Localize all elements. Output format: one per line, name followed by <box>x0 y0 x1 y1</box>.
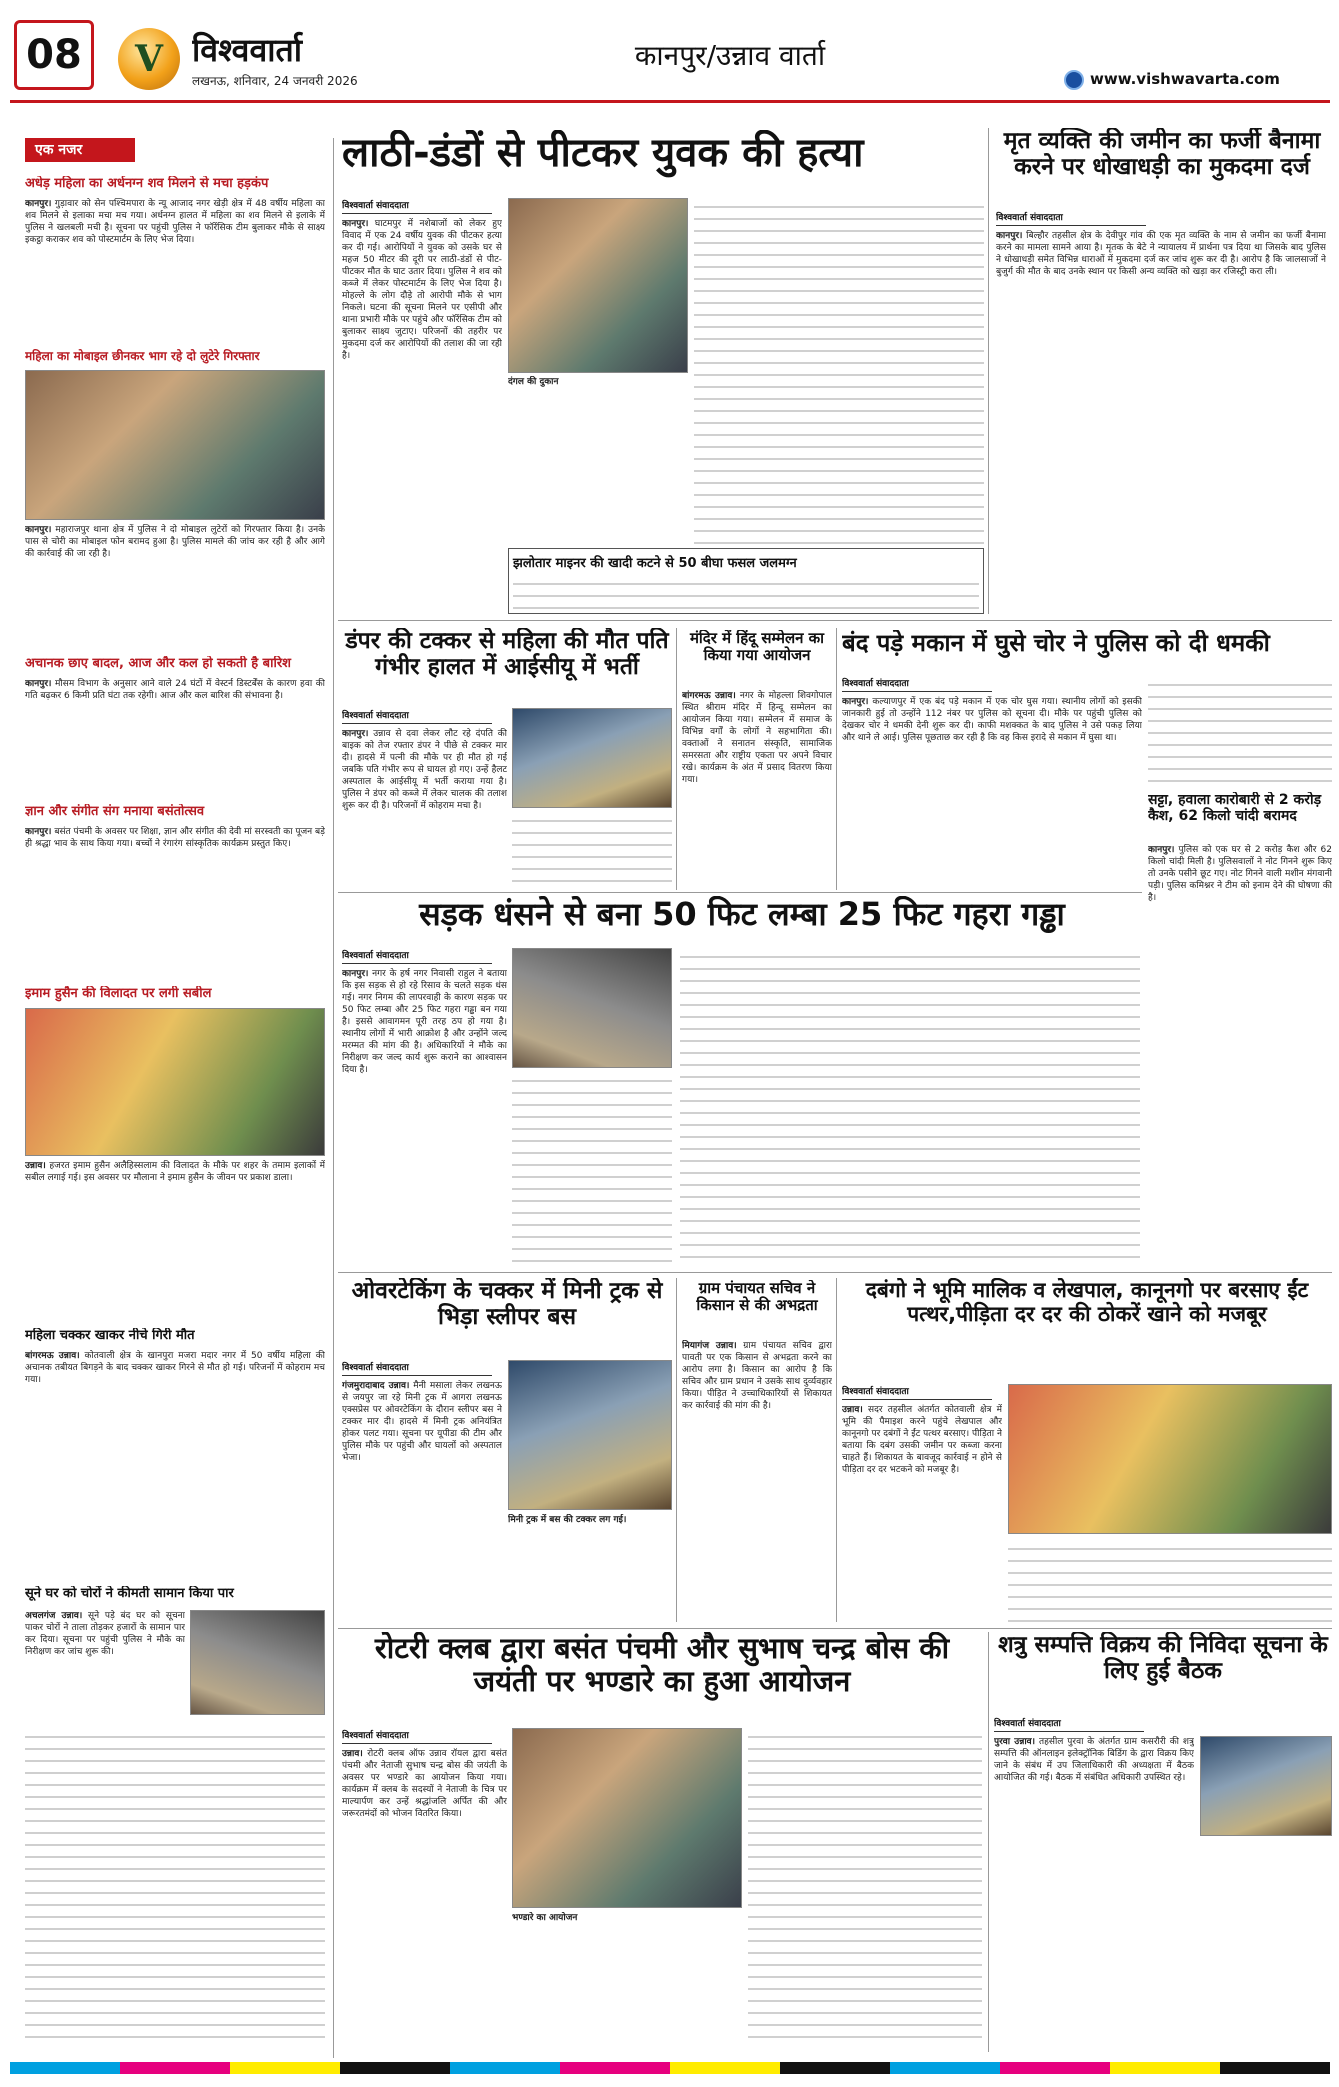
bainama-body: कानपुर। बिल्हौर तहसील क्षेत्र के देवीपुर गांव की एक मृत व्यक्ति के नाम से जमीन का फर्जी बैनामा करने का मामला सामने आया है। मृतक के बेटे ने न्यायालय में प्रार्थना पत्र दिया था जिसके बाद पुलिस ने धोखाधड़ी समेत विभिन्न धाराओं में मुकदमा दर्ज कर जांच शुरू कर दी है। आरोप है कि जालसाजों ने बुजुर्ग की मौत के बाद उनके स्थान पर किसी अन्य व्यक्ति को खड़ा कर रजिस्ट्री करा ली। <box>996 231 1326 277</box>
page-number: 08 <box>26 32 82 78</box>
lathi-boxed-news <box>508 548 984 614</box>
sidebar-headline-3: ज्ञान और संगीत संग मनाया बसंतोत्सव <box>25 804 205 819</box>
mandir-body: बांगरमऊ उन्नाव। नगर के मोहल्ला शिवगोपाल स्थित श्रीराम मंदिर में हिन्दू सम्मेलन का आयोजन किया गया। सम्मेलन में समाज के विभिन्न वर्गों के लोगों ने सहभागिता की। वक्ताओं ने सनातन संस्कृति, सामाजिक समरसता और राष्ट्रीय एकता पर अपने विचार रखे। कार्यक्रम के अंत में प्रसाद वितरण किया गया। <box>682 691 832 785</box>
dabang-body: उन्नाव। सदर तहसील अंतर्गत कोतवाली क्षेत्र में भूमि की पैमाइश करने पहुंचे लेखपाल और कानूनगो पर दबंगों ने ईंट पत्थर बरसाए। पीड़िता ने बताया कि दबंग उसकी जमीन पर कब्जा करना चाहते हैं। शिकायत के बावजूद कार्रवाई न होने से पीड़िता दर दर भटकने को मजबूर है। <box>842 1405 1002 1475</box>
chor-body-2 <box>1148 676 1332 786</box>
sachiv-divider-r <box>836 1278 837 1622</box>
website-link[interactable]: www.vishwavarta.com <box>1090 70 1280 88</box>
logo-letter: V <box>135 38 163 80</box>
sidebar-photo-6 <box>190 1610 325 1715</box>
dabang-byline: विश्ववार्ता संवाददाता <box>842 1384 992 1400</box>
shatru-photo <box>1200 1736 1332 1836</box>
lathi-boxed-filler <box>513 575 979 614</box>
shatru-headline: शत्रु सम्पत्ति विक्रय की निविदा सूचना के लिए हुई बैठक <box>998 1632 1328 1685</box>
paper-name: विश्ववार्ता <box>192 31 303 68</box>
lathi-photo <box>508 198 688 373</box>
sidebar-body-3: कानपुर। बसंत पंचमी के अवसर पर शिक्षा, ज्ञान और संगीत की देवी मां सरस्वती का पूजन बड़े ही श्रद्धा भाव के साथ किया गया। बच्चों ने रंगारंग सांस्कृतिक कार्यक्रम प्रस्तुत किए। <box>25 827 325 849</box>
gaddha-photo <box>512 948 672 1068</box>
bainama-headline: मृत व्यक्ति की जमीन का फर्जी बैनामा करने पर धोखाधड़ी का मुकदमा दर्ज <box>1003 128 1321 181</box>
mandir-divider-r <box>836 628 837 890</box>
globe-icon <box>1064 70 1084 90</box>
rotary-body: उन्नाव। रोटरी क्लब ऑफ उन्नाव रॉयल द्वारा बसंत पंचमी और नेताजी सुभाष चन्द्र बोस की जयंती के अवसर पर भण्डारे का आयोजन किया गया। कार्यक्रम में क्लब के सदस्यों ने नेताजी के चित्र पर माल्यार्पण कर उन्हें श्रद्धांजलि अर्पित की और जरूरतमंदों को भोजन वितरित किया। <box>342 1749 507 1819</box>
masthead <box>0 0 1339 110</box>
sidebar-body-1: कानपुर। महाराजपुर थाना क्षेत्र में पुलिस ने दो मोबाइल लुटेरों को गिरफ्तार किया है। उनके पास से चोरी का मोबाइल फोन बरामद हुआ है। पुलिस मामले की जांच कर रही है और आगे की कार्रवाई की जा रही है। <box>25 525 325 559</box>
sidebar-divider <box>333 138 334 2058</box>
reg-swatch <box>230 2062 340 2074</box>
sidebar-headline-2: अचानक छाए बादल, आज और कल हो सकती है बारिश <box>25 656 291 671</box>
mandir-divider-l <box>676 628 677 890</box>
sidebar-photo-1 <box>25 370 325 520</box>
reg-swatch <box>450 2062 560 2074</box>
sidebar-filler <box>25 1728 325 2048</box>
overtaking-caption: मिनी ट्रक में बस की टक्कर लग गई। <box>508 1515 627 1525</box>
chor-body: कानपुर। कल्याणपुर में एक बंद पड़े मकान में एक चोर घुस गया। स्थानीय लोगों को इसकी जानकारी हुई तो उन्होंने 112 नंबर पर पुलिस को सूचना दी। मौके पर पहुंची पुलिस को देखकर चोर ने धमकी देनी शुरू कर दी। काफी मशक्कत के बाद पुलिस ने उसे पकड़ लिया और थाने ले आई। पुलिस पूछताछ कर रही है कि वह किस इरादे से मकान में घुसा था। <box>842 697 1142 743</box>
gaddha-body: कानपुर। नगर के हर्ष नगर निवासी राहुल ने बताया कि इस सड़क से हो रहे रिसाव के चलते सड़क धंस गई। नगर निगम की लापरवाही के कारण सड़क पर 50 फिट लम्बा और 25 फिट गहरा गड्ढा बन गया है। इससे आवागमन पूरी तरह ठप हो गया है। स्थानीय लोगों में भारी आक्रोश है और उन्होंने जल्द मरम्मत की मांग की है। अधिकारियों ने मौके का निरीक्षण कर जल्द कार्य शुरू कराने का आश्वासन दिया है। <box>342 969 507 1075</box>
color-registration-bar <box>10 2062 1330 2074</box>
reg-swatch <box>340 2062 450 2074</box>
chor-headline: बंद पड़े मकान में घुसे चोर ने पुलिस को दी धमकी <box>842 630 1270 657</box>
lathi-byline: विश्ववार्ता संवाददाता <box>342 198 492 214</box>
lathi-caption: दंगल की दुकान <box>508 377 559 387</box>
satta-body: कानपुर। पुलिस को एक घर से 2 करोड़ कैश और 62 किलो चांदी मिली है। पुलिसवालों ने नोट गिनने शुरू किए तो उनके पसीने छूट गए। नोट गिनने वाली मशीन मंगवानी पड़ी। पुलिस कमिश्नर ने टीम को इनाम देने की घोषणा की है। <box>1148 845 1332 903</box>
overtaking-photo <box>508 1360 672 1510</box>
sachiv-body: मियागंज उन्नाव। ग्राम पंचायत सचिव द्वारा पावती पर एक किसान से अभद्रता करने का आरोप लगा है। किसान का आरोप है कि सचिव और ग्राम प्रधान ने उसके साथ दुर्व्यवहार किया। पीड़ित ने उच्चाधिकारियों से शिकायत कर कार्रवाई की मांग की है। <box>682 1341 832 1411</box>
lathi-body-2 <box>694 198 984 548</box>
sidebar-body-4: उन्नाव। हजरत इमाम हुसैन अलैहिस्सलाम की विलादत के मौके पर शहर के तमाम इलाकों में सबील लगाई गई। इस अवसर पर मौलाना ने इमाम हुसैन के जीवन पर प्रकाश डाला। <box>25 1161 325 1183</box>
reg-swatch <box>670 2062 780 2074</box>
row3-divider <box>338 1272 1332 1273</box>
lathi-body: कानपुर। घाटमपुर में नशेबाजों को लेकर हुए विवाद में एक 24 वर्षीय युवक की पीटकर हत्या कर दी गई। आरोपियों ने युवक को उसके घर से महज 50 मीटर की दूरी पर लाठी-डंडों से पीट-पीटकर मौत के घाट उतार दिया। पुलिस ने शव को कब्जे में लेकर पोस्टमार्टम के लिए भेज दिया है। मोहल्ले के लोग दौड़े तो आरोपी मौके से भाग निकले। घटना की सूचना मिलने पर एसीपी और थाना प्रभारी मौके पर पहुंचे और फॉरेंसिक टीम को बुलाकर साक्ष्य जुटाए। परिजनों की तहरीर पर मुकदमा दर्ज कर आरोपियों की तलाश की जा रही है। <box>342 219 502 361</box>
rotary-caption: भण्डारे का आयोजन <box>512 1913 578 1923</box>
reg-swatch <box>780 2062 890 2074</box>
sidebar-headline-0: अधेड़ महिला का अर्धनग्न शव मिलने से मचा हड़कंप <box>25 176 269 191</box>
overtaking-byline: विश्ववार्ता संवाददाता <box>342 1360 492 1376</box>
sidebar-body-6: अचलगंज उन्नाव। सूने पड़े बंद घर को सूचना पाकर चोरों ने ताला तोड़कर हजारों के सामान पार कर दिया। सूचना पर पहुंची पुलिस ने मौके का निरीक्षण कर जांच शुरू की। <box>25 1611 185 1657</box>
lathi-headline: लाठी-डंडों से पीटकर युवक की हत्या <box>342 130 864 176</box>
dumper-body-2 <box>512 812 672 888</box>
sidebar-photo-4 <box>25 1008 325 1156</box>
sidebar-label: एक नजर <box>25 138 135 162</box>
gaddha-body-2 <box>680 948 1140 1268</box>
reg-swatch <box>120 2062 230 2074</box>
satta-headline: सट्टा, हवाला कारोबारी से 2 करोड़ कैश, 62 किलो चांदी बरामद <box>1148 792 1322 825</box>
sidebar-body-5: बांगरमऊ उन्नाव। कोतवाली क्षेत्र के खानपुरा मजरा मदार नगर में 50 वर्षीय महिला की अचानक तबीयत बिगड़ने के बाद चक्कर खाकर गिरने से मौत हो गई। परिजनों में कोहराम मच गया। <box>25 1351 325 1385</box>
sachiv-headline: ग्राम पंचायत सचिव ने किसान से की अभद्रता <box>696 1280 818 1315</box>
gaddha-byline: विश्ववार्ता संवाददाता <box>342 948 492 964</box>
reg-swatch <box>1110 2062 1220 2074</box>
edition-line: लखनऊ, शनिवार, 24 जनवरी 2026 <box>192 74 358 88</box>
sidebar-headline-1: महिला का मोबाइल छीनकर भाग रहे दो लुटेरे गिरफ्तार <box>25 349 260 363</box>
bainama-divider <box>988 128 989 614</box>
section-title: कानपुर/उन्नाव वार्ता <box>634 39 826 72</box>
overtaking-body: गंजमुरादाबाद उन्नाव। मैनी मसाला लेकर लखनऊ से जयपुर जा रहे मिनी ट्रक में आगरा लखनऊ एक्सप्रेस पर ओवरटेकिंग के दौरान स्लीपर बस ने टक्कर मार दी। हादसे में मिनी ट्रक अनियंत्रित होकर पलट गया। सूचना पर यूपीडा की टीम और पुलिस मौके पर पहुंची और घायलों को अस्पताल भेजा। <box>342 1381 502 1463</box>
rotary-byline: विश्ववार्ता संवाददाता <box>342 1728 492 1744</box>
reg-swatch <box>890 2062 1000 2074</box>
dumper-body: कानपुर। उन्नाव से दवा लेकर लौट रहे दंपति की बाइक को तेज रफ्तार डंपर ने पीछे से टक्कर मार दी। हादसे में पत्नी की मौके पर ही मौत हो गई जबकि पति गंभीर रूप से घायल हो गए। उन्हें हैलट अस्पताल के आईसीयू में भर्ती कराया गया है। पुलिस ने डंपर को कब्जे में लेकर चालक की तलाश शुरू कर दी है। परिजनों में कोहराम मचा है। <box>342 729 507 811</box>
dabang-headline: दबंगो ने भूमि मालिक व लेखपाल, कानूनगो पर बरसाए ईंट पत्थर,पीड़िता दर दर की ठोकरें खाने को मजबूर <box>865 1278 1309 1327</box>
sidebar-headline-4: इमाम हुसैन की विलादत पर लगी सबील <box>25 986 212 1001</box>
reg-swatch <box>1220 2062 1330 2074</box>
gaddha-body-3 <box>512 1072 672 1268</box>
reg-swatch <box>1000 2062 1110 2074</box>
row4-divider <box>338 1628 1332 1629</box>
masthead-rule <box>10 100 1330 103</box>
sidebar-headline-5: महिला चक्कर खाकर नीचे गिरी मौत <box>25 1328 195 1343</box>
rotary-headline: रोटरी क्लब द्वारा बसंत पंचमी और सुभाष चन्द्र बोस की जयंती पर भण्डारे का हुआ आयोजन <box>374 1632 950 1699</box>
row1-divider <box>338 620 1332 621</box>
dabang-body-2 <box>1008 1540 1332 1622</box>
sidebar-headline-6: सूने घर को चोरों ने कीमती सामान किया पार <box>25 1586 234 1601</box>
row2-divider <box>338 892 1142 893</box>
dumper-byline: विश्ववार्ता संवाददाता <box>342 708 492 724</box>
dabang-photo <box>1008 1384 1332 1534</box>
reg-swatch <box>560 2062 670 2074</box>
logo-icon <box>118 28 180 90</box>
sidebar <box>10 138 328 2058</box>
page-number-box <box>14 20 94 90</box>
sachiv-divider-l <box>676 1278 677 1622</box>
overtaking-headline: ओवरटेकिंग के चक्कर में मिनी ट्रक से भिड़ा स्लीपर बस <box>351 1278 663 1331</box>
dumper-photo <box>512 708 672 808</box>
lathi-boxed-headline: झलोतार माइनर की खादी कटने से 50 बीघा फसल जलमग्न <box>513 556 797 571</box>
shatru-divider <box>988 1632 989 2052</box>
reg-swatch <box>10 2062 120 2074</box>
gaddha-headline: सड़क धंसने से बना 50 फिट लम्बा 25 फिट गहरा गड्ढा <box>419 896 1065 933</box>
dumper-headline: डंपर की टक्कर से महिला की मौत पति गंभीर हालत में आईसीयू में भर्ती <box>345 628 669 681</box>
shatru-body: पुरवा उन्नाव। तहसील पुरवा के अंतर्गत ग्राम कसरौरी की शत्रु सम्पत्ति की ऑनलाइन इलेक्ट्रॉनिक बिडिंग के द्वारा विक्रय किए जाने के संबंध में उप जिलाधिकारी की अध्यक्षता में बैठक आयोजित की गई। बैठक में संबंधित अधिकारी उपस्थित रहे। <box>994 1737 1194 1783</box>
rotary-photo <box>512 1728 742 1908</box>
chor-byline: विश्ववार्ता संवाददाता <box>842 676 992 692</box>
sidebar-body-0: कानपुर। गुड़ावार को सेन पश्चिमपारा के न्यू आजाद नगर खेड़ी क्षेत्र में 48 वर्षीय महिला का शव मिलने से इलाका मचा मच गया। अर्धनग्न हालत में महिला का शव मिलने से इलाके में पुलिस ने खलबली मची है। सूचना पर पहुंची पुलिस ने फॉरेंसिक टीम बुलाकर मौके से साक्ष्य इकट्ठा कराकर शव को पोस्टमार्टम के लिए भेज दिया। <box>25 199 325 245</box>
sidebar-body-2: कानपुर। मौसम विभाग के अनुसार आने वाले 24 घंटों में वेस्टर्न डिस्टर्बेंस के कारण हवा की गति बढ़कर 6 किमी प्रति घंटा तक रहेगी। आज और कल बारिश की संभावना है। <box>25 679 325 701</box>
bainama-byline: विश्ववार्ता संवाददाता <box>996 210 1146 226</box>
mandir-headline: मंदिर में हिंदू सम्मेलन का किया गया आयोजन <box>689 630 825 665</box>
shatru-byline: विश्ववार्ता संवाददाता <box>994 1716 1144 1732</box>
rotary-body-2 <box>748 1728 982 2048</box>
